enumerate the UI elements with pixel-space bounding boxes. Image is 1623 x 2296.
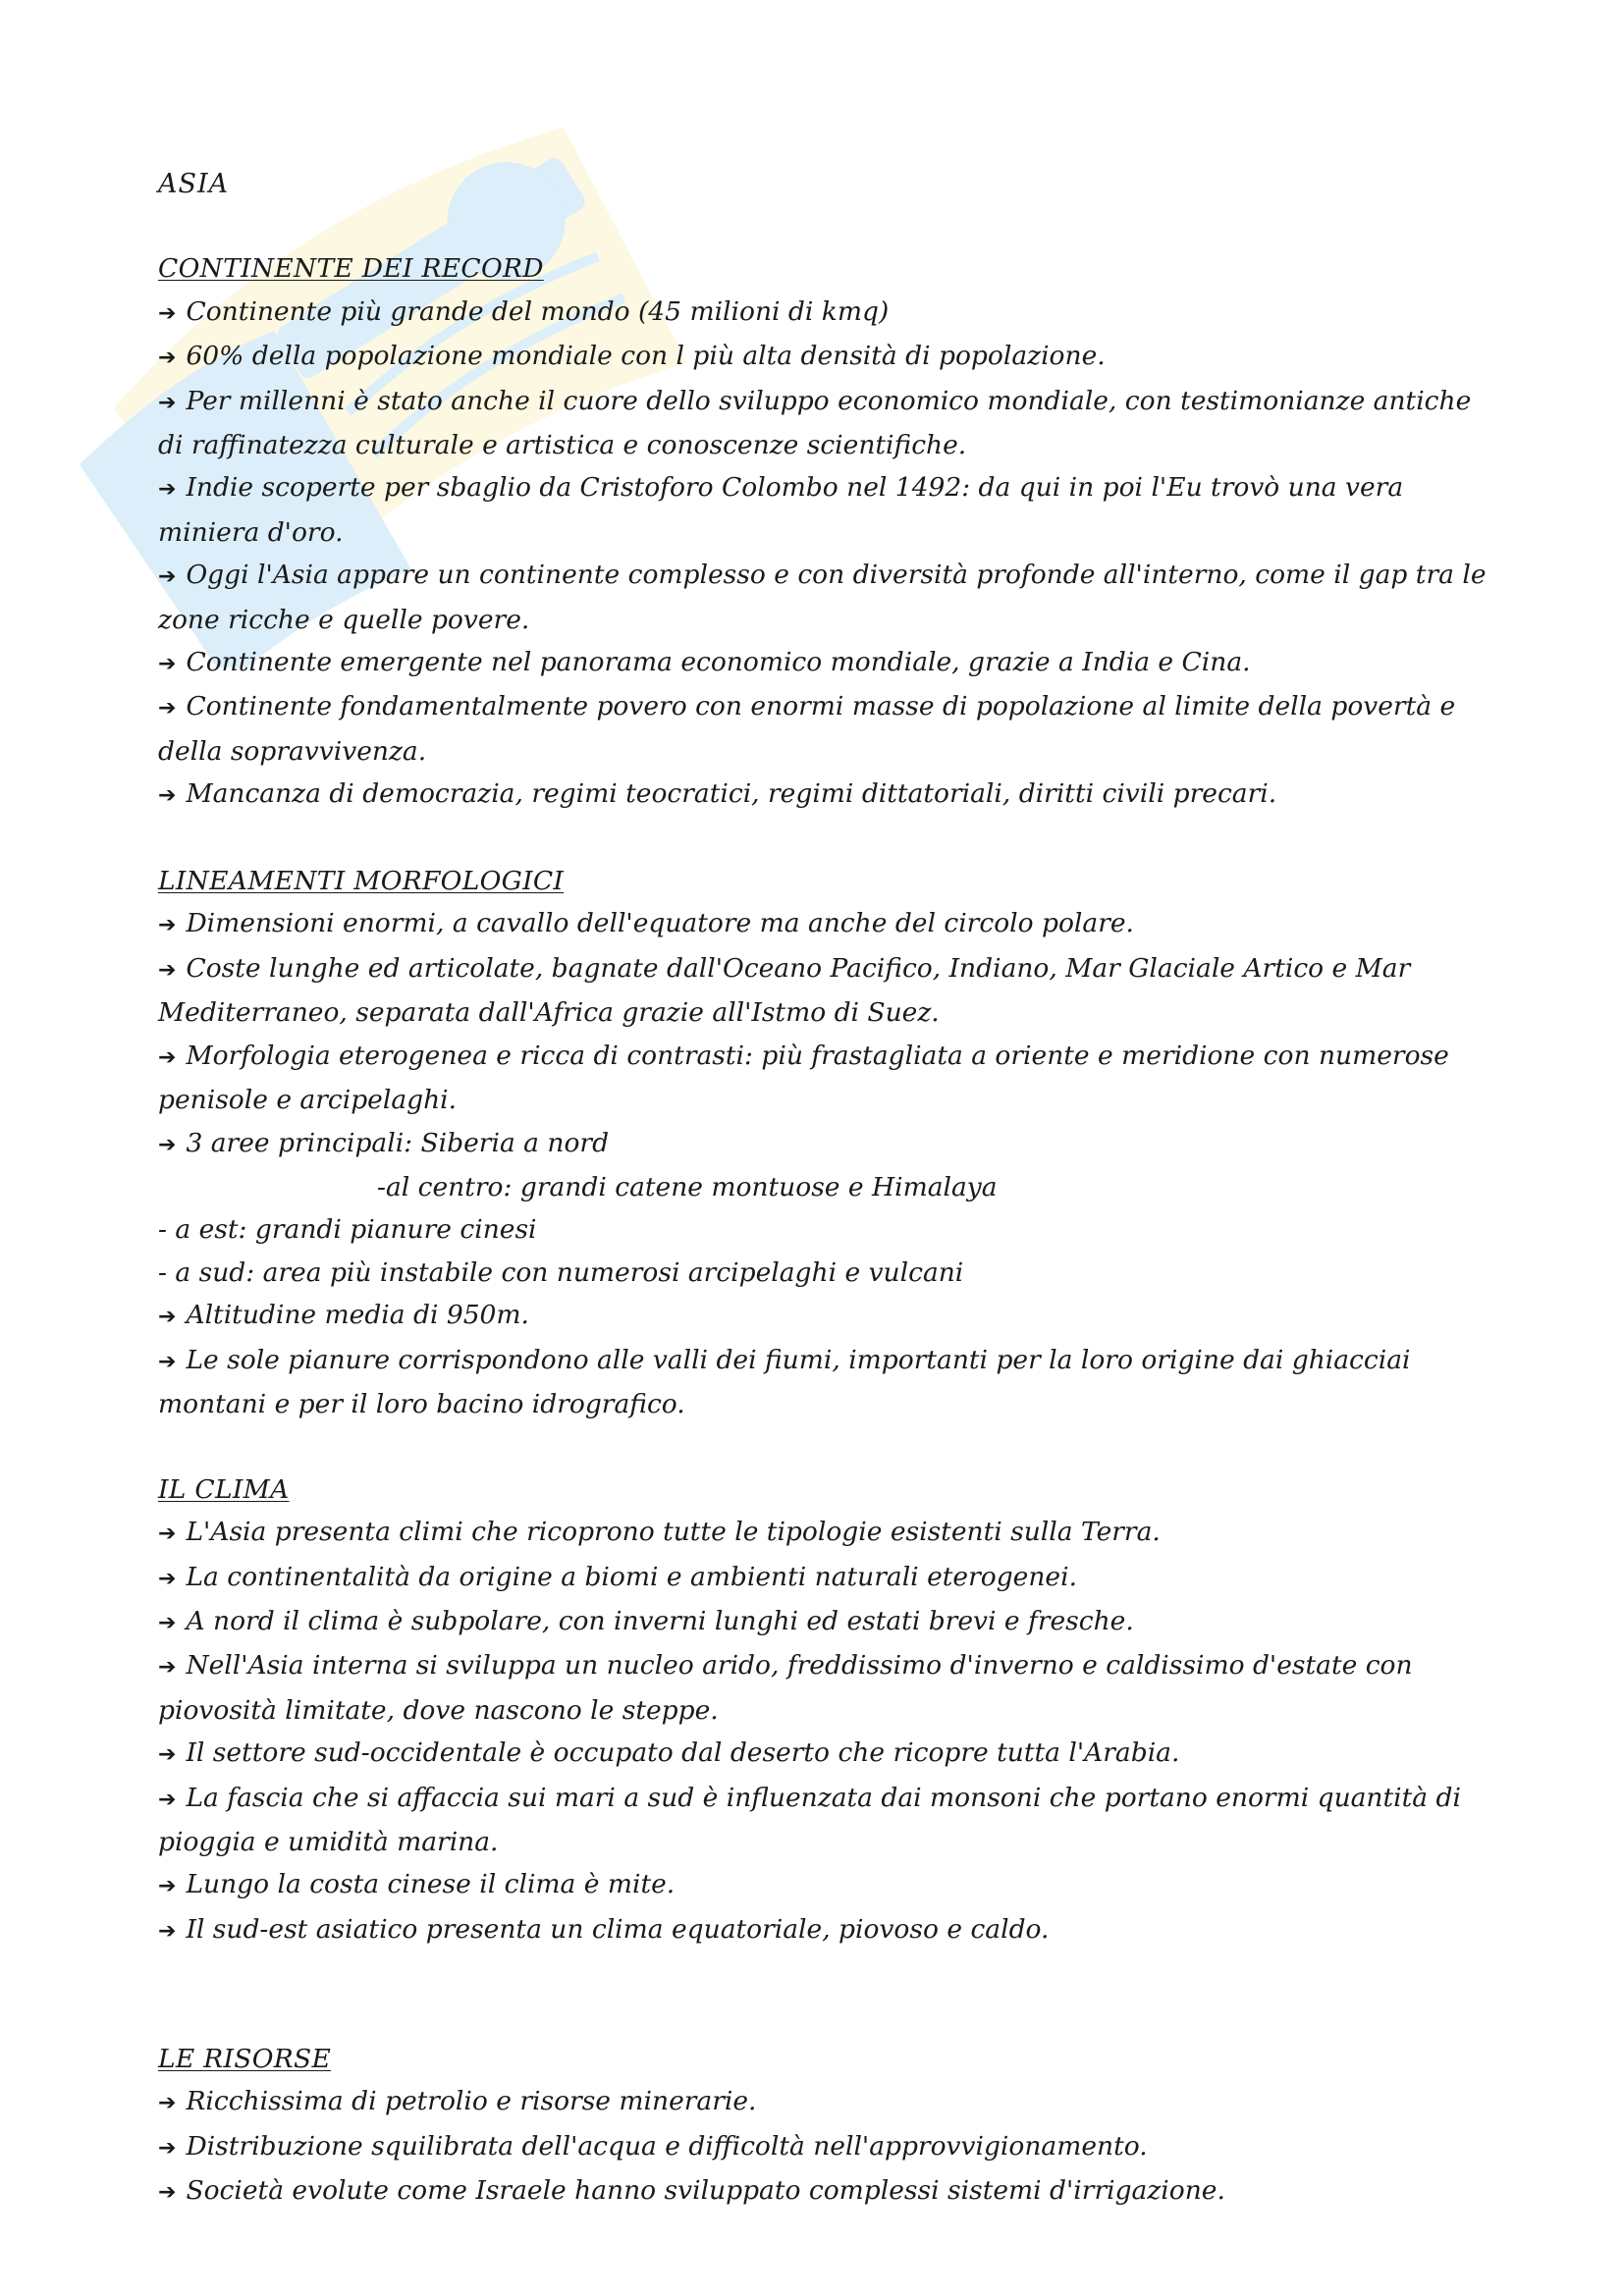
bullet-list: [158, 1511, 1493, 1952]
bullet-list: [158, 2080, 1493, 2214]
document-title: ASIA: [158, 169, 230, 199]
list-item: ➔ L'Asia presenta climi che ricoprono tutte le tipologie esistenti sulla Terra.: [158, 1511, 1493, 1555]
section-il-clima: [158, 1468, 1493, 1952]
arrow-right-icon: ➔: [158, 1522, 177, 1547]
arrow-right-icon: ➔: [158, 1787, 177, 1812]
arrow-right-icon: ➔: [158, 1918, 177, 1944]
list-item: ➔ Indie scoperte per sbaglio da Cristoforo Colombo nel 1492: da qui in poi l'Eu trovò una vera miniera d'oro.: [158, 466, 1493, 554]
arrow-right-icon: ➔: [158, 2135, 177, 2161]
arrow-right-icon: ➔: [158, 477, 177, 503]
list-item: ➔ A nord il clima è subpolare, con inverni lunghi ed estati brevi e fresche.: [158, 1600, 1493, 1644]
sub-list-item: - a est: grandi pianure cinesi: [158, 1214, 537, 1246]
arrow-right-icon: ➔: [158, 696, 177, 721]
list-item: ➔ Società evolute come Israele hanno sviluppato complessi sistemi d'irrigazione.: [158, 2169, 1493, 2214]
arrow-right-icon: ➔: [158, 957, 177, 983]
list-item: ➔ 60% della popolazione mondiale con l più alta densità di popolazione.: [158, 335, 1493, 379]
arrow-right-icon: ➔: [158, 652, 177, 677]
section-continente-dei-record: [158, 247, 1493, 817]
list-item: ➔ Nell'Asia interna si sviluppa un nucleo arido, freddissimo d'inverno e caldissimo d'estate con piovosità limitate, dove nascono le steppe.: [158, 1644, 1493, 1732]
list-item: ➔ Il settore sud-occidentale è occupato dal deserto che ricopre tutta l'Arabia.: [158, 1732, 1493, 1776]
list-item: ➔ Ricchissima di petrolio e risorse minerarie.: [158, 2080, 1493, 2124]
document-page: [158, 163, 1493, 2257]
arrow-right-icon: ➔: [158, 1305, 177, 1330]
section-heading: IL CLIMA: [158, 1473, 290, 1505]
list-item: ➔ Dimensioni enormi, a cavallo dell'equatore ma anche del circolo polare.: [158, 902, 1493, 946]
arrow-right-icon: ➔: [158, 1742, 177, 1768]
bullet-list: [158, 902, 1493, 1425]
arrow-right-icon: ➔: [158, 1132, 177, 1157]
list-item: ➔ La fascia che si affaccia sui mari a sud è influenzata dai monsoni che portano enormi quantità di pioggia e umidità marina.: [158, 1777, 1493, 1864]
section-lineamenti-morfologici: [158, 860, 1493, 1425]
list-item: ➔ Continente emergente nel panorama economico mondiale, grazie a India e Cina.: [158, 641, 1493, 685]
list-item: ➔ Per millenni è stato anche il cuore dello sviluppo economico mondiale, con testimonianze antiche di raffinatezza culturale e artistica e conoscenze scientifiche.: [158, 380, 1493, 467]
list-item: ➔ Altitudine media di 950m.: [158, 1294, 1493, 1338]
arrow-right-icon: ➔: [158, 390, 177, 415]
section-heading: LE RISORSE: [158, 2044, 332, 2075]
section-heading: LINEAMENTI MORFOLOGICI: [158, 866, 565, 897]
arrow-right-icon: ➔: [158, 1566, 177, 1591]
arrow-right-icon: ➔: [158, 2180, 177, 2206]
arrow-right-icon: ➔: [158, 1610, 177, 1635]
arrow-right-icon: ➔: [158, 1349, 177, 1374]
list-item: ➔ Oggi l'Asia appare un continente complesso e con diversità profonde all'interno, come il gap tra le zone ricche e quelle povere.: [158, 554, 1493, 641]
arrow-right-icon: ➔: [158, 913, 177, 938]
list-item: ➔ Lungo la costa cinese il clima è mite.: [158, 1863, 1493, 1907]
arrow-right-icon: ➔: [158, 783, 177, 809]
list-item: ➔ Le sole pianure corrispondono alle valli dei fiumi, importanti per la loro origine dai ghiacciai montani e per il loro bacino idrografico.: [158, 1339, 1493, 1426]
list-item: ➔ Mancanza di democrazia, regimi teocratici, regimi dittatoriali, diritti civili precari.: [158, 773, 1493, 817]
list-item: ➔ Continente fondamentalmente povero con enormi masse di popolazione al limite della povertà e della sopravvivenza.: [158, 685, 1493, 773]
arrow-right-icon: ➔: [158, 2091, 177, 2116]
section-heading: CONTINENTE DEI RECORD: [158, 253, 544, 285]
list-item: ➔ Continente più grande del mondo (45 milioni di kmq): [158, 291, 1493, 335]
arrow-right-icon: ➔: [158, 300, 177, 326]
arrow-right-icon: ➔: [158, 1044, 177, 1070]
list-item: ➔ Distribuzione squilibrata dell'acqua e difficoltà nell'approvvigionamento.: [158, 2125, 1493, 2169]
sub-list-item: -al centro: grandi catene montuose e Himalaya: [377, 1171, 998, 1202]
section-le-risorse: [158, 2038, 1493, 2215]
list-item: ➔ Coste lunghe ed articolate, bagnate dall'Oceano Pacifico, Indiano, Mar Glaciale Artico e Mar Mediterraneo, separata dall'Africa grazie all'Istmo di Suez.: [158, 947, 1493, 1035]
arrow-right-icon: ➔: [158, 346, 177, 371]
bullet-list: [158, 291, 1493, 818]
sub-list-item: - a sud: area più instabile con numerosi arcipelaghi e vulcani: [158, 1256, 964, 1288]
arrow-right-icon: ➔: [158, 1655, 177, 1681]
arrow-right-icon: ➔: [158, 1874, 177, 1899]
list-item: ➔ Il sud-est asiatico presenta un clima equatoriale, piovoso e caldo.: [158, 1908, 1493, 1952]
arrow-right-icon: ➔: [158, 564, 177, 590]
list-item: ➔ La continentalità da origine a biomi e ambienti naturali eterogenei.: [158, 1556, 1493, 1600]
list-item: ➔ 3 aree principali: Siberia a nord: [158, 1122, 1493, 1166]
list-item: ➔ Morfologia eterogenea e ricca di contrasti: più frastagliata a oriente e meridione con numerose penisole e arcipelaghi.: [158, 1035, 1493, 1122]
